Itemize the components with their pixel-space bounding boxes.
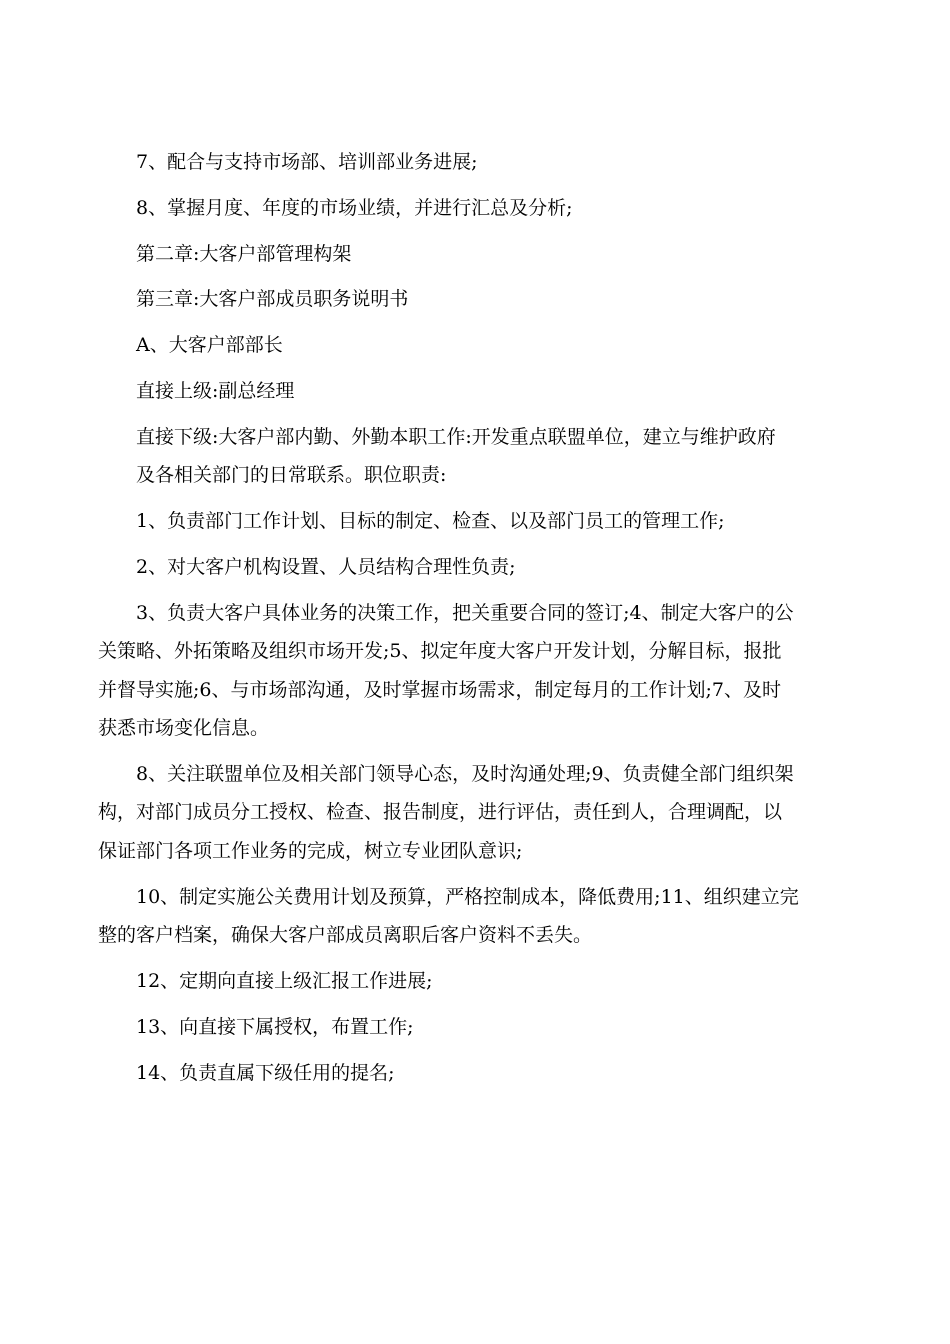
duty-3-line-2: 关策略、外拓策略及组织市场开发;5、拟定年度大客户开发计划，分解目标，报批	[98, 640, 782, 663]
duty-8-line-1: 8、关注联盟单位及相关部门领导心态，及时沟通处理;9、负责健全部门组织架	[136, 762, 794, 785]
document-body	[98, 143, 842, 1092]
direct-subordinate-paragraph	[136, 418, 842, 495]
duty-10-line-2: 整的客户档案，确保大客户部成员离职后客户资料不丢失。	[98, 924, 593, 947]
duty-8-paragraph	[98, 755, 842, 871]
chapter-two-heading: 第二章:大客户部管理构架	[136, 242, 352, 265]
duty-3-line-1: 3、负责大客户具体业务的决策工作，把关重要合同的签订;4、制定大客户的公	[136, 601, 794, 624]
duty-1-line: 1、负责部门工作计划、目标的制定、检查、以及部门员工的管理工作;	[136, 510, 725, 533]
item-8-line: 8、掌握月度、年度的市场业绩，并进行汇总及分析;	[136, 196, 573, 219]
duty-10-line-1: 10、制定实施公关费用计划及预算，严格控制成本，降低费用;11、组织建立完	[136, 885, 799, 908]
direct-superior-line: 直接上级:副总经理	[136, 379, 295, 402]
duty-8-line-3: 保证部门各项工作业务的完成，树立专业团队意识;	[98, 839, 523, 862]
duty-3-line-4: 获悉市场变化信息。	[98, 717, 270, 740]
duty-3-line-3: 并督导实施;6、与市场部沟通，及时掌握市场需求，制定每月的工作计划;7、及时	[98, 678, 781, 701]
duty-10-paragraph	[98, 878, 842, 955]
direct-subordinate-line-2: 及各相关部门的日常联系。职位职责:	[136, 464, 447, 487]
duty-13-line: 13、向直接下属授权，布置工作;	[136, 1015, 414, 1038]
direct-subordinate-line-1: 直接下级:大客户部内勤、外勤本职工作:开发重点联盟单位，建立与维护政府	[136, 425, 776, 448]
duty-8-line-2: 构，对部门成员分工授权、检查、报告制度，进行评估，责任到人，合理调配，以	[98, 801, 783, 824]
duty-14-line: 14、负责直属下级任用的提名;	[136, 1061, 395, 1084]
item-7-line: 7、配合与支持市场部、培训部业务进展;	[136, 151, 478, 173]
duty-3-paragraph	[98, 594, 842, 748]
chapter-three-heading: 第三章:大客户部成员职务说明书	[136, 288, 409, 311]
duty-12-line: 12、定期向直接上级汇报工作进展;	[136, 970, 433, 993]
section-a-heading: A、大客户部部长	[136, 334, 283, 357]
duty-2-line: 2、对大客户机构设置、人员结构合理性负责;	[136, 555, 516, 578]
